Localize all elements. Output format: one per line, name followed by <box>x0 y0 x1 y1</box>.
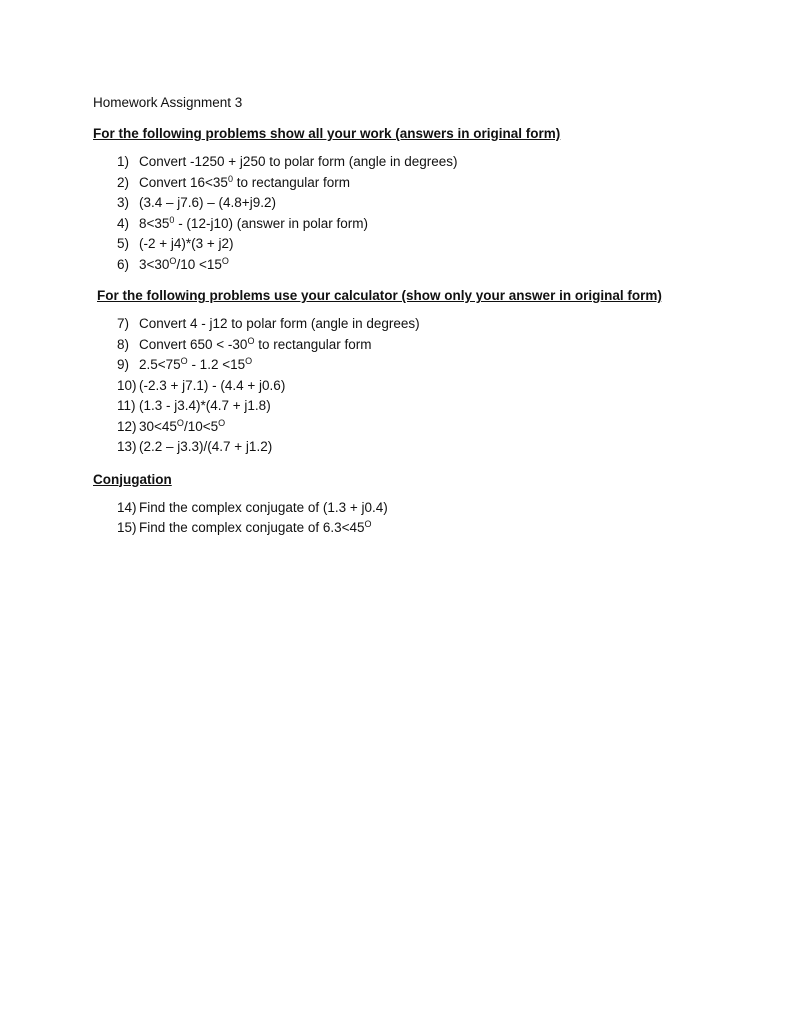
problem-item <box>117 335 733 356</box>
section-heading-calculator: For the following problems use your calculator (show only your answer in original form) <box>97 288 662 303</box>
problem-number: 12) <box>117 418 137 434</box>
problem-text: $8<35^0 - (12-j10)$ (answer in polar form) <box>139 214 368 231</box>
degree-mark: O <box>364 519 372 529</box>
problem-text: Convert $650 < -30^O$ to rectangular form <box>139 335 372 352</box>
problem-number: 3) <box>117 195 130 210</box>
problem-item <box>117 376 733 397</box>
problem-item <box>117 396 733 417</box>
problem-number: 5) <box>117 236 130 251</box>
problem-item <box>117 437 733 458</box>
problem-item <box>117 498 733 519</box>
problem-text: Convert -1250 + j250 to polar form (angle in degrees) <box>139 154 458 169</box>
problem-number: 2) <box>117 174 130 190</box>
problem-text: Find the complex conjugate of $6.3<45^O$ <box>139 519 372 535</box>
problem-text: Convert $16<35^0$ to rectangular form <box>139 173 351 190</box>
problem-number: 11) <box>117 398 136 413</box>
problem-number: 15) <box>117 520 137 535</box>
problem-number: 6) <box>117 256 130 272</box>
problem-number: 4) <box>117 215 130 231</box>
problem-text: (3.4 – j7.6) – (4.8+j9.2) <box>139 195 276 210</box>
problem-text: Convert 4 - j12 to polar form (angle in degrees) <box>139 316 420 331</box>
degree-mark: O <box>218 417 226 428</box>
degree-mark: 0 <box>169 214 175 225</box>
problem-item <box>117 234 733 255</box>
document-page <box>93 94 733 539</box>
problem-item <box>117 355 733 376</box>
degree-mark: O <box>176 417 184 428</box>
section-heading-conjugation: Conjugation <box>93 471 172 487</box>
problem-number: 9) <box>117 357 130 372</box>
problem-list-show-work <box>93 152 733 275</box>
problem-text: (-2 + j4)*(3 + j2) <box>139 236 234 251</box>
problem-item <box>117 152 733 173</box>
problem-text: Find the complex conjugate of (1.3 + j0.4) <box>139 499 388 515</box>
problem-list-conjugation <box>93 498 733 539</box>
problem-number: 1) <box>117 154 130 169</box>
problem-number: 14) <box>117 499 137 515</box>
problem-item <box>117 518 733 539</box>
problem-item <box>117 214 733 235</box>
problem-number: 7) <box>117 316 130 331</box>
problem-text: $2.5<75^O - 1.2 <15^O$ <box>139 356 253 372</box>
degree-mark: O <box>245 356 253 366</box>
degree-mark: O <box>247 335 255 346</box>
problem-text: $30<45^O/10<5^O$ <box>139 417 226 434</box>
degree-mark: O <box>221 255 229 266</box>
problem-list-calculator <box>93 314 733 458</box>
problem-text: (2.2 – j3.3)/(4.7 + j1.2) <box>139 439 273 454</box>
document-title: Homework Assignment 3 <box>93 95 243 110</box>
problem-text: (-2.3 + j7.1) - (4.4 + j0.6) <box>139 377 286 393</box>
problem-text: $3<30^O/10 <15^O$ <box>139 255 229 272</box>
degree-mark: O <box>180 356 188 366</box>
problem-item <box>117 193 733 214</box>
problem-number: 8) <box>117 336 130 352</box>
problem-item <box>117 173 733 194</box>
problem-item <box>117 417 733 438</box>
problem-item <box>117 255 733 276</box>
degree-mark: 0 <box>227 173 233 184</box>
section-heading-show-work: For the following problems show all your work (answers in original form) <box>93 126 561 141</box>
degree-mark: O <box>169 255 177 266</box>
problem-item <box>117 314 733 335</box>
problem-text: (1.3 - j3.4)*(4.7 + j1.8) <box>139 398 271 413</box>
problem-number: 10) <box>117 377 137 393</box>
problem-number: 13) <box>117 439 137 454</box>
